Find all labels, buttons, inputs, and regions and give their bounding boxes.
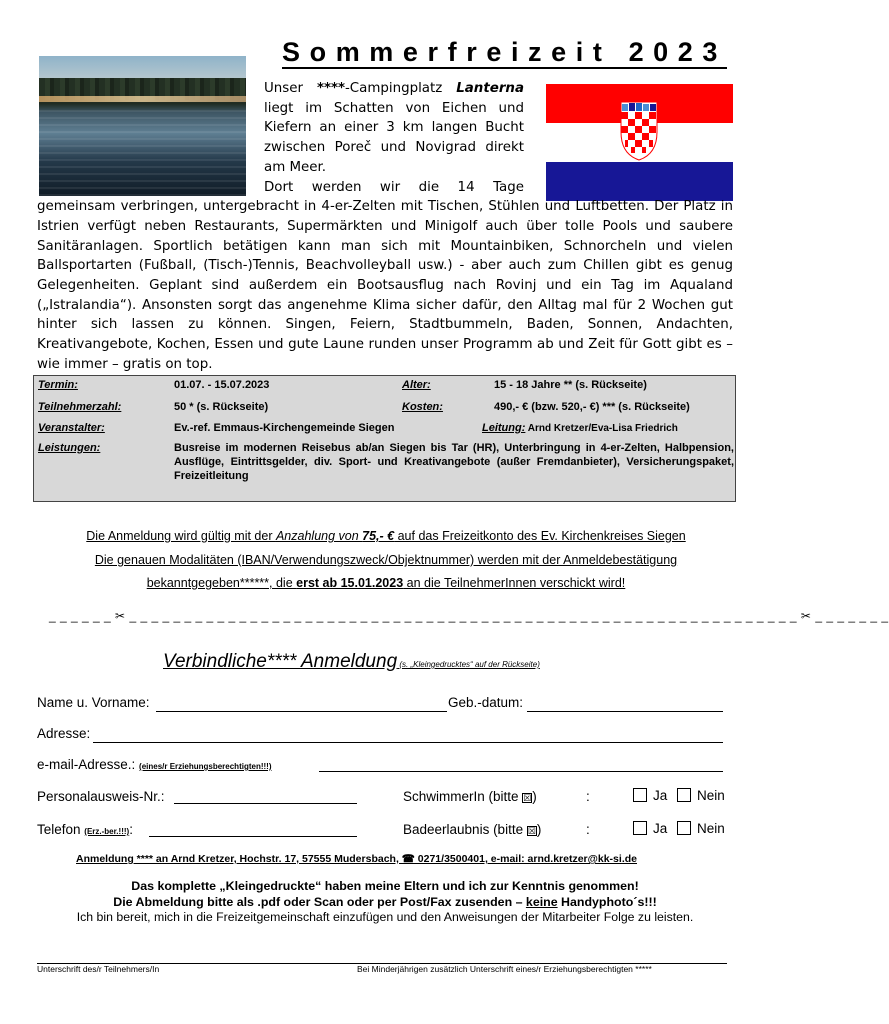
registration-line-1: Die Anmeldung wird gültig mit der Anzahlung von 75,- € auf das Freizeitkonto des Ev. Kirchenkreises Siegen [86,529,686,543]
scissors-icon: ✂ [115,609,126,623]
notice-kleingedrucktes: Das komplette „Kleingedruckte“ haben meine Eltern und ich zur Kenntnis genommen! [131,879,639,893]
name-field[interactable] [156,711,447,712]
intro-paragraph-2: Dort werden wir die 14 Tage gemeinsam verbringen, untergebracht in 4-er-Zelten mit Tischen, Stühlen und Luftbetten. Der Platz in Istrien verfügt neben Restaurants, Supermärkten und Minigolf auch über tolle Pools und saubere Sanitäranlagen. Sportlich betätigen kann man sich mit Mountainbiken, Schnorcheln und vielen Ballsportarten (Fußball, (Tisch-)Tennis, Beachvolleyball usw.) - aber auch zum Chillen gibt es genug Gelegenheiten. Geplant sind außerdem ein Bootsausflug nach Rovinj und ein Tag im Aqualand („Istralandia“). Ansonsten sorgt das angenehme Klima sicher dafür, den Alltag mal für 2 Wochen gut hinter sich lassen zu können. Singen, Feiern, Stadtbummeln, Baden, Sonnen, Andachten, Kreativangebote, Kochen, Essen und gute Laune runden unser Programm ab und Zeit für Gott gibt es – wie immer – gratis on top. [37,179,733,372]
participant-signature-label: Unterschrift des/r Teilnehmers/In [37,964,160,974]
bath-options: Ja Nein [633,821,725,837]
id-field[interactable] [174,803,357,804]
notice-community: Ich bin bereit, mich in die Freizeitgemeinschaft einzufügen und den Anweisungen der Mitarbeiter Folge zu leisten. [76,910,694,924]
registration-line-2: Die genauen Modalitäten (IBAN/Verwendungszweck/Objektnummer) werden mit der Anmeldebestätigung [94,553,678,567]
notice-abmeldung: Die Abmeldung bitte als .pdf oder Scan oder per Post/Fax zusenden – keine Handyphoto´s!!! [113,895,657,909]
id-label: Personalausweis-Nr.: [37,789,165,804]
leistungen-value: Busreise im modernen Reisebus ab/an Siegen bis Tar (HR), Unterbringung in 4-er-Zelten, Halbpension, Ausflüge, Eintrittsgelder, div. Sport- und Kreativangebote (außer Fremdanbieter), Versicherungspaket, Freizeitleitung [174,442,734,482]
bath-no-checkbox[interactable] [677,821,691,835]
phone-label: Telefon (Erz.-ber.!!!): [37,822,133,837]
contact-address: Anmeldung **** an Arnd Kretzer, Hochstr. 17, 57555 Mudersbach, ☎ 0271/3500401, e-mail: arnd.kretzer@kk-si.de [76,853,637,865]
bath-permission-label: Badeerlaubnis (bitte ☒) [403,822,542,837]
cut-line: _ _ _ _ _ _ ✂ _ _ _ _ _ _ _ _ _ _ _ _ _ _ _ _ _ _ _ _ _ _ _ _ _ _ _ _ _ _ _ _ _ _ _ _ _ _ _ _ _ _ _ _ _ _ _ _ _ _ _ _ _ _ _ _ _ _ _ _ _ ✂ _ _ _ _ _ _ _ [49,609,889,623]
phone-field[interactable] [149,836,357,837]
swimmer-options: Ja Nein [633,788,725,804]
bath-yes-checkbox[interactable] [633,821,647,835]
email-label: e-mail-Adresse.: (eines/r Erziehungsberechtigten!!!) [37,757,272,772]
scissors-icon: ✂ [800,609,812,623]
registration-heading: Verbindliche**** Anmeldung (s. „Kleingedrucktes“ auf der Rückseite) [163,651,540,672]
birthdate-label: Geb.-datum: [448,695,524,710]
termin-value: 01.07. - 15.07.2023 [174,379,270,391]
intro-text: Unser ****-Campingplatz Lanterna liegt im Schatten von Eichen und Kiefern an einer 3 km langen Bucht zwischen Poreč und Novigrad direkt am Meer. Dort werden wir die 14 Tage gemeinsam verbringen, untergebracht in 4-er-Zelten mit Tischen, Stühlen und Luftbetten. Der Platz in Istrien verfügt neben Restaurants, Supermärkten und Minigolf auch über tolle Pools und saubere Sanitäranlagen. Sportlich betätigen kann man sich mit Mountainbiken, Schnorcheln und vielen Ballsportarten (Fußball, (Tisch-)Tennis, Beachvolleyball usw.) - aber auch zum Chillen gibt es genug Gelegenheiten. Geplant sind außerdem ein Bootsausflug nach Rovinj und ein Tag im Aqualand („Istralandia“). Ansonsten sorgt das angenehme Klima sicher dafür, den Alltag mal für 2 Wochen gut hinter sich lassen zu können. Singen, Feiern, Stadtbummeln, Baden, Sonnen, Andachten, Kreativangebote, Kochen, Essen und gute Laune runden unser Programm ab und Zeit für Gott gibt es – wie immer – gratis on top. [37,81,733,372]
swimmer-no-checkbox[interactable] [677,788,691,802]
swimmer-yes-checkbox[interactable] [633,788,647,802]
guardian-signature-label: Bei Minderjährigen zusätzlich Unterschrift eines/r Erziehungsberechtigten ***** [357,964,652,974]
swimmer-label: SchwimmerIn (bitte ☒) [403,789,537,804]
leitung: Leitung: Arnd Kretzer/Eva-Lisa Friedrich [482,422,678,434]
kosten-value: 490,- € (bzw. 520,- €) *** (s. Rückseite) [494,401,690,413]
info-box: Termin: 01.07. - 15.07.2023 Alter: 15 - 18 Jahre ** (s. Rückseite) Teilnehmerzahl: 50 * (s. Rückseite) Kosten: 490,- € (bzw. 520,- €) *** (s. Rückseite) Veranstalter: Ev.-ref. Emmaus-Kirchengemeinde Siegen Leitung: Arnd Kretzer/Eva-Lisa Friedrich Leistungen: Busreise im modernen Reisebus ab/an Siegen bis Tar (HR), Unterbringung in 4-er-Zelten, Halbpension, Ausflüge, Eintrittsgelder, div. Sport- und Kreativangebote (außer Fremdanbieter), Versicherungspaket, Freizeitleitung [33,375,736,502]
name-label: Name u. Vorname: [37,695,150,710]
teilnehmer-value: 50 * (s. Rückseite) [174,401,269,413]
veranstalter-value: Ev.-ref. Emmaus-Kirchengemeinde Siegen [174,422,395,434]
birthdate-field[interactable] [527,711,723,712]
email-field[interactable] [319,771,723,772]
address-field[interactable] [93,742,723,743]
page-title: Sommerfreizeit 2023 [282,37,728,67]
address-label: Adresse: [37,726,91,741]
alter-value: 15 - 18 Jahre ** (s. Rückseite) [494,379,647,391]
registration-line-3: bekanntgegeben******, die erst ab 15.01.2023 an die TeilnehmerInnen verschickt wird! [146,576,626,590]
